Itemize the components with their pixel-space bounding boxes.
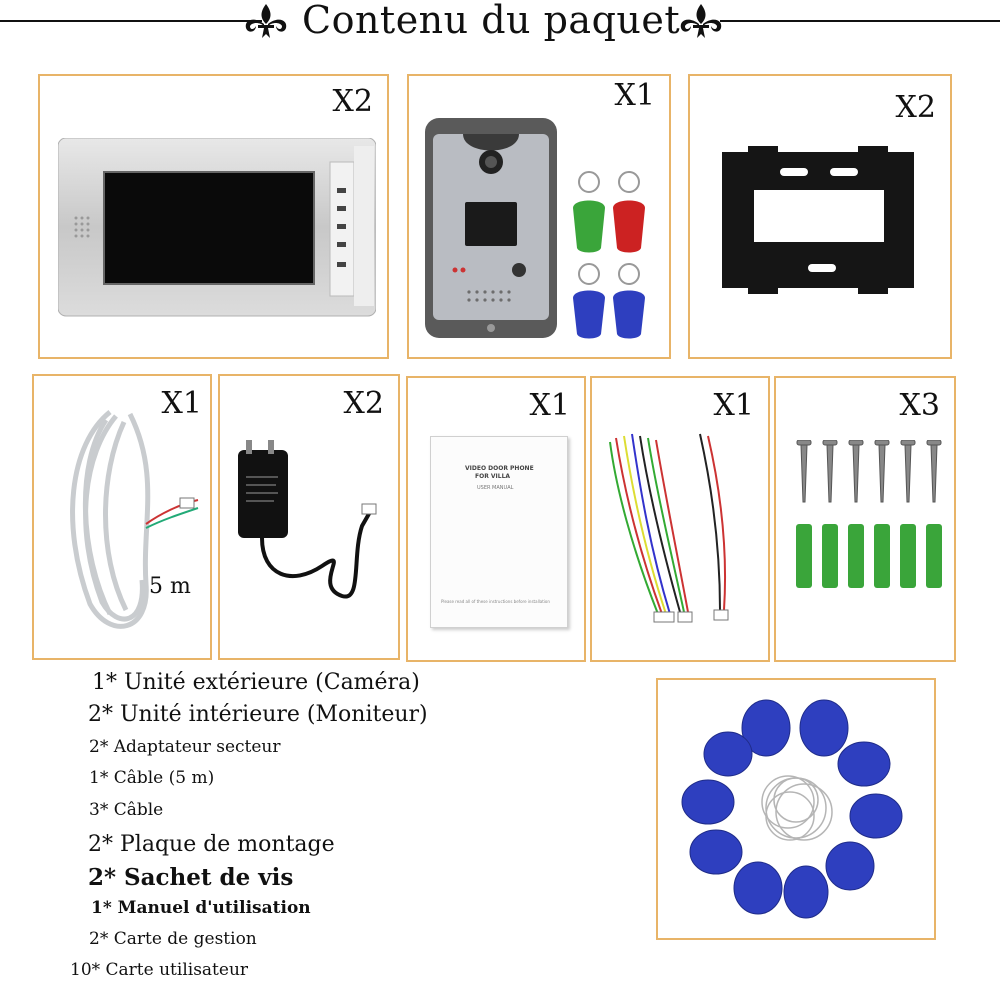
box-keyfobs	[656, 678, 936, 940]
manual-subheading: FOR VILLA	[475, 473, 511, 480]
mounting-plate-icon	[718, 146, 918, 294]
title-rule-right	[720, 20, 1000, 22]
keyfob-samples-icon	[565, 168, 657, 344]
qty-manual: X1	[529, 388, 570, 423]
door-camera-icon	[423, 116, 559, 341]
power-adapter-icon	[232, 436, 392, 616]
box-wires	[590, 376, 770, 662]
manual-icon	[430, 436, 568, 628]
title-rule-left	[0, 20, 262, 22]
manual-line: USER MANUAL	[477, 485, 514, 491]
manual-footer: Please read all of these instructions before installation	[441, 599, 550, 604]
box-door-camera	[407, 74, 671, 359]
list-item: 2* Adaptateur secteur	[89, 737, 281, 757]
manual-heading: VIDEO DOOR PHONE	[465, 465, 534, 472]
box-adapter	[218, 374, 400, 660]
list-item: 10* Carte utilisateur	[70, 960, 249, 980]
list-item: 2* Carte de gestion	[89, 929, 257, 949]
list-item: 2* Sachet de vis	[88, 864, 294, 891]
list-item: 1* Manuel d'utilisation	[91, 898, 311, 918]
qty-adapter: X2	[343, 386, 384, 421]
qty-wires: X1	[713, 388, 754, 423]
cable-length-label: 5 m	[149, 574, 191, 599]
cable-coil-icon	[50, 404, 200, 636]
list-item: 2* Unité intérieure (Moniteur)	[88, 702, 428, 727]
fleur-de-lis-left-icon	[240, 2, 292, 42]
title-bar	[0, 0, 1000, 44]
page-title: Contenu du paquet	[302, 0, 681, 42]
list-item: 3* Câble	[89, 800, 164, 820]
list-item: 2* Plaque de montage	[88, 832, 335, 857]
qty-mounting-plate: X2	[895, 90, 936, 125]
qty-screws: X3	[899, 388, 940, 423]
list-item: 1* Câble (5 m)	[89, 768, 215, 788]
keyfob-bundle-icon	[678, 692, 914, 924]
qty-door-camera: X1	[614, 78, 655, 113]
box-mounting-plate	[688, 74, 952, 359]
qty-monitor: X2	[332, 84, 373, 119]
fleur-de-lis-right-icon	[675, 2, 727, 42]
box-screws	[774, 376, 956, 662]
wires-icon	[602, 428, 758, 628]
monitor-icon	[58, 138, 376, 318]
box-cable	[32, 374, 212, 660]
qty-cable: X1	[161, 386, 202, 421]
list-item: 1* Unité extérieure (Caméra)	[92, 670, 420, 695]
box-monitor	[38, 74, 389, 359]
box-manual	[406, 376, 586, 662]
screws-icon	[790, 440, 944, 592]
